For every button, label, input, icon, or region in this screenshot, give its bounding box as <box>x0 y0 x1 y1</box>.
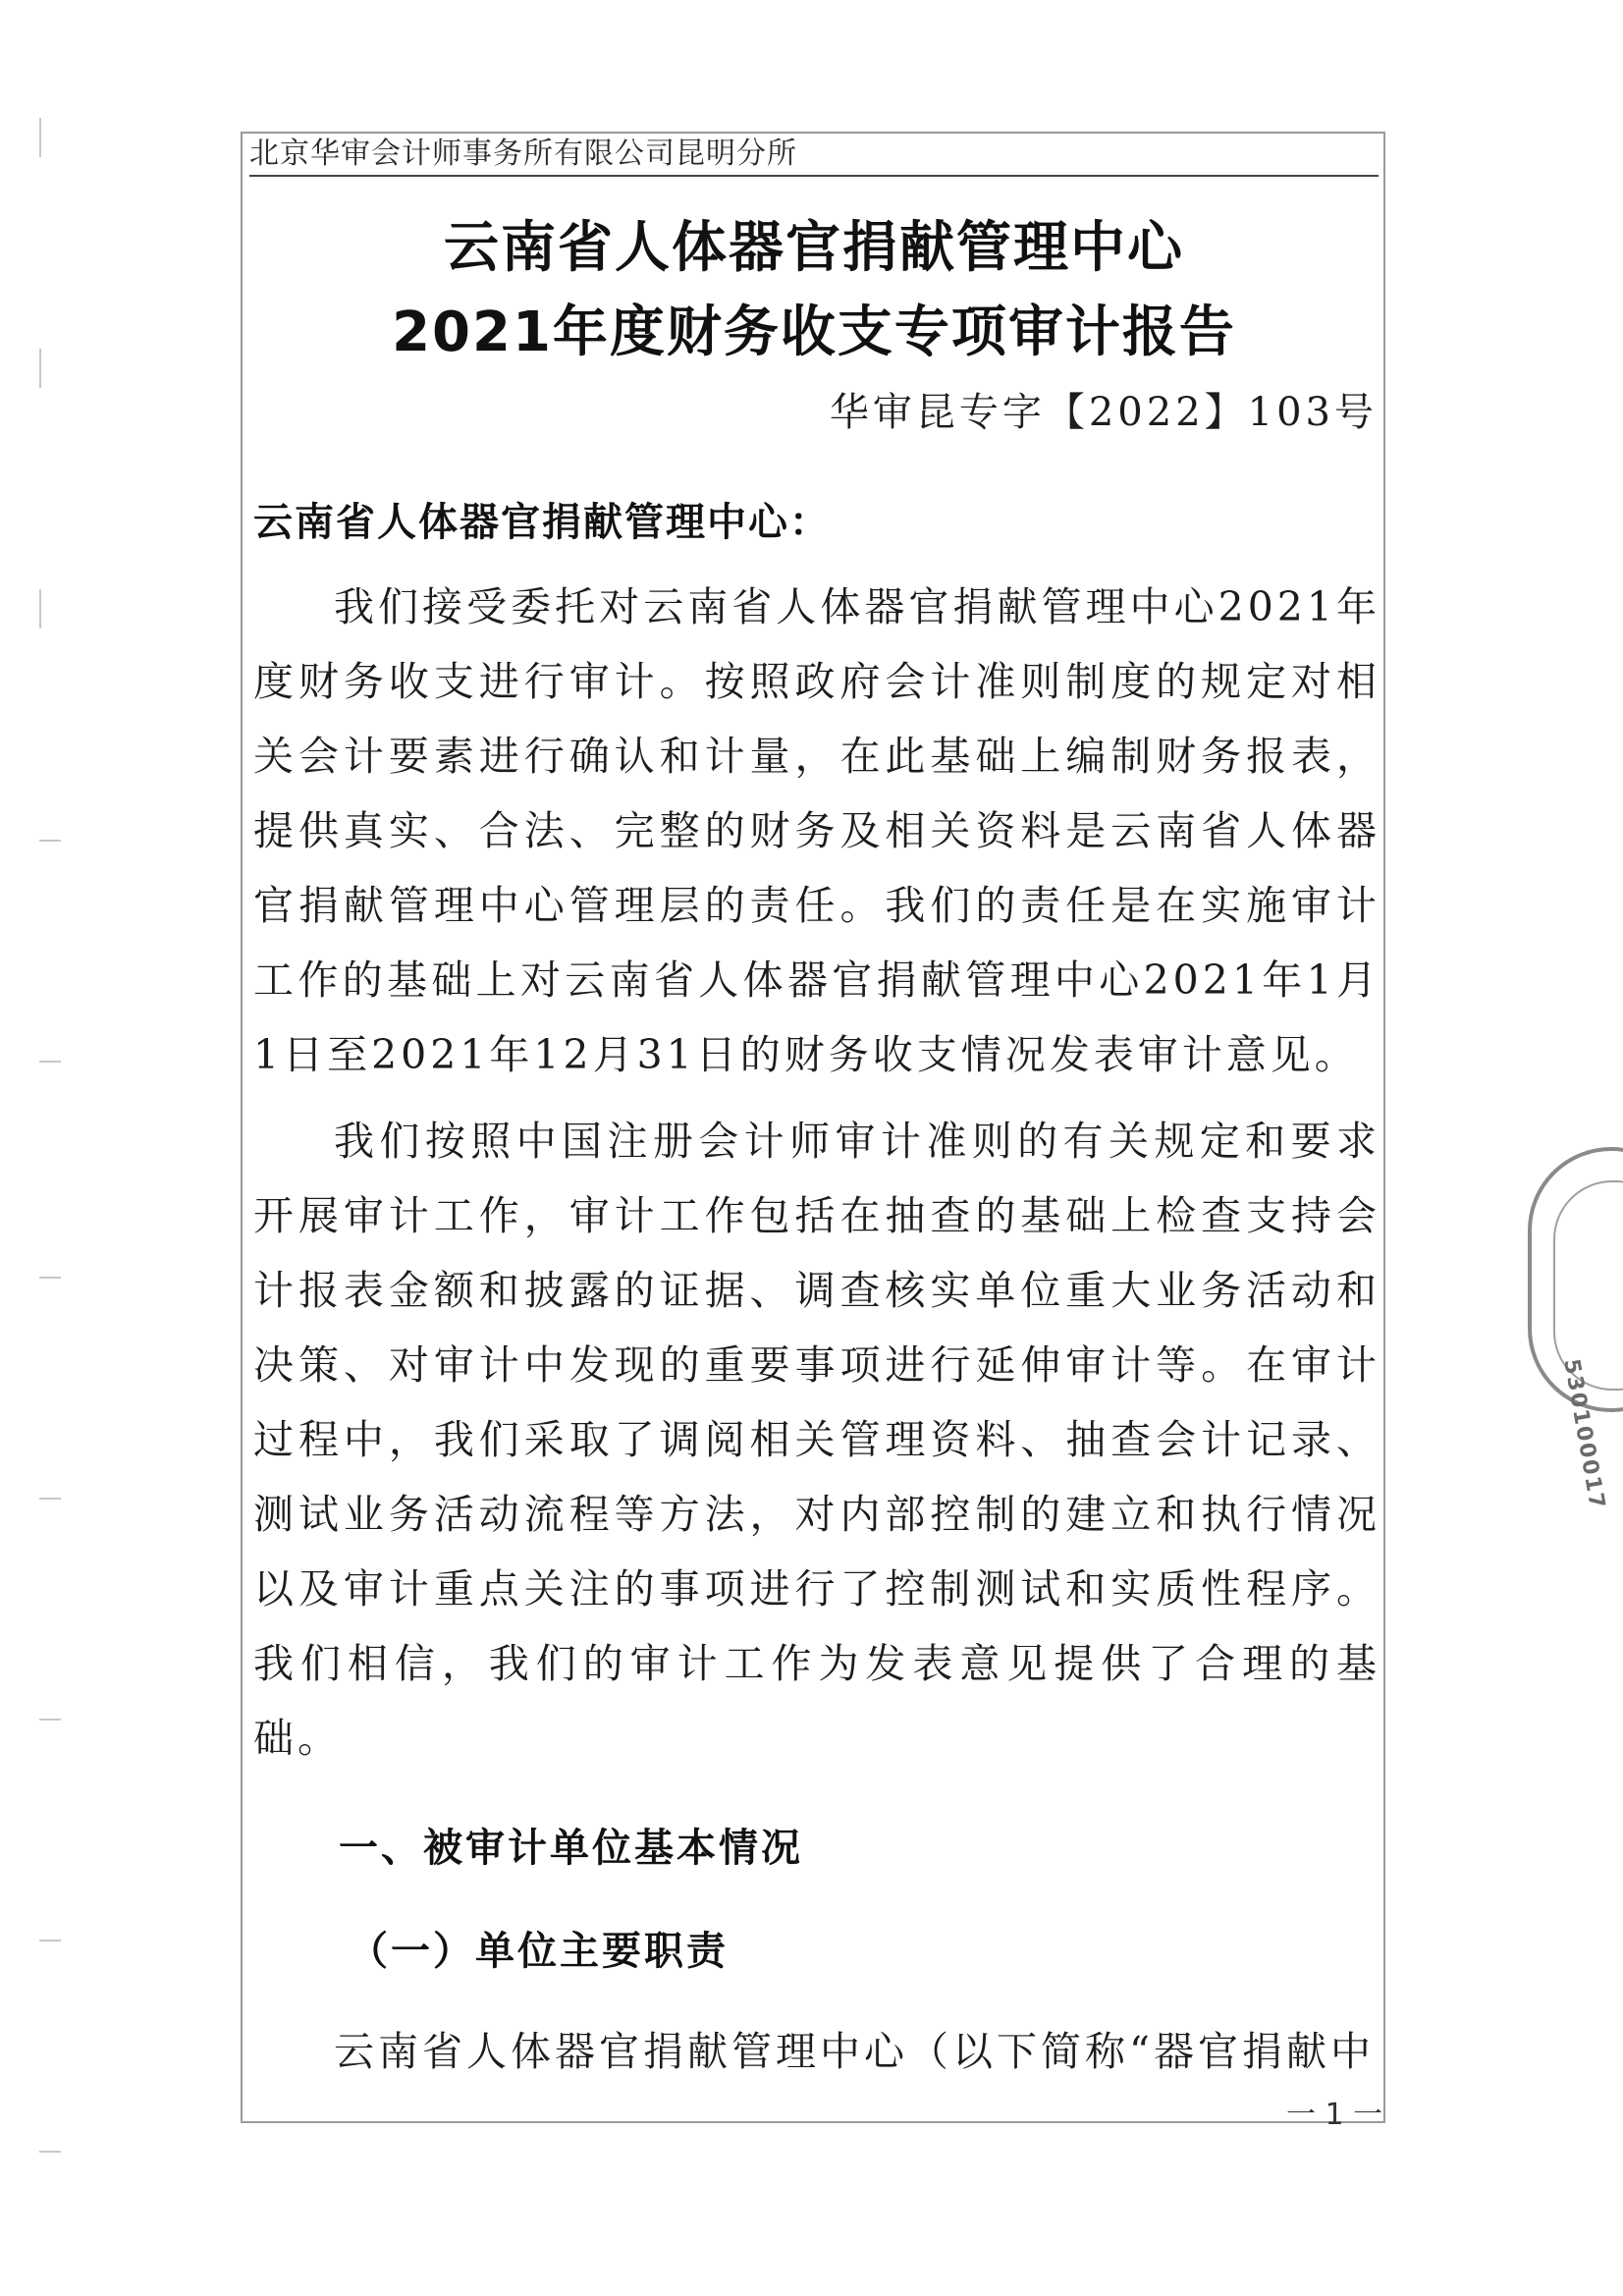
subsection-heading: （一）单位主要职责 <box>349 1929 729 1974</box>
report-body <box>253 570 1380 1776</box>
letterhead: 北京华审会计师事务所有限公司昆明分所 <box>249 134 1379 177</box>
seal-inner-ring <box>1553 1180 1623 1391</box>
body-paragraph-1: 我们接受委托对云南省人体器官捐献管理中心2021年度财务收支进行审计。按照政府会计准则制度的规定对相关会计要素进行确认和计量，在此基础上编制财务报表，提供真实、合法、完整的财务及相关资料是云南省人体器官捐献管理中心管理层的责任。我们的责任是在实施审计工作的基础上对云南省人体器官捐献管理中心2021年1月1日至2021年12月31日的财务收支情况发表审计意见。 <box>253 583 1380 1078</box>
scan-mark <box>39 589 41 629</box>
scan-mark <box>39 1940 61 1941</box>
scan-mark <box>39 118 41 157</box>
scan-mark <box>39 840 61 842</box>
scan-mark <box>39 2151 61 2153</box>
scan-margin-marks <box>0 0 79 2296</box>
report-title-line-2: 2021年度财务收支专项审计报告 <box>392 301 1236 364</box>
body-paragraph-3: 云南省人体器官捐献管理中心（以下简称“器官捐献中 <box>334 2028 1375 2075</box>
section-heading: 一、被审计单位基本情况 <box>339 1826 803 1871</box>
scan-mark <box>39 1061 61 1063</box>
seal-number: 530100017 <box>1558 1357 1610 1512</box>
scan-mark <box>39 1498 61 1500</box>
scan-mark <box>39 1719 61 1721</box>
report-title-line-1: 云南省人体器官捐献管理中心 <box>444 216 1184 280</box>
body-paragraph-2: 我们按照中国注册会计师审计准则的有关规定和要求开展审计工作，审计工作包括在抽查的基础上检查支持会计报表金额和披露的证据、调查核实单位重大业务活动和决策、对审计中发现的重要事项进行延伸审计等。在审计过程中，我们采取了调阅相关管理资料、抽查会计记录、测试业务活动流程等方法，对内部控制的建立和执行情况以及审计重点关注的事项进行了控制测试和实质性程序。我们相信，我们的审计工作为发表意见提供了合理的基础。 <box>253 1118 1380 1762</box>
addressee: 云南省人体器官捐献管理中心： <box>253 500 831 545</box>
scan-mark <box>39 349 41 388</box>
document-number: 华审昆专字【2022】103号 <box>829 390 1378 435</box>
page-number: 一 1 一 <box>1286 2098 1383 2132</box>
seal-stamp <box>1528 1147 1623 1512</box>
scan-mark <box>39 1277 61 1279</box>
